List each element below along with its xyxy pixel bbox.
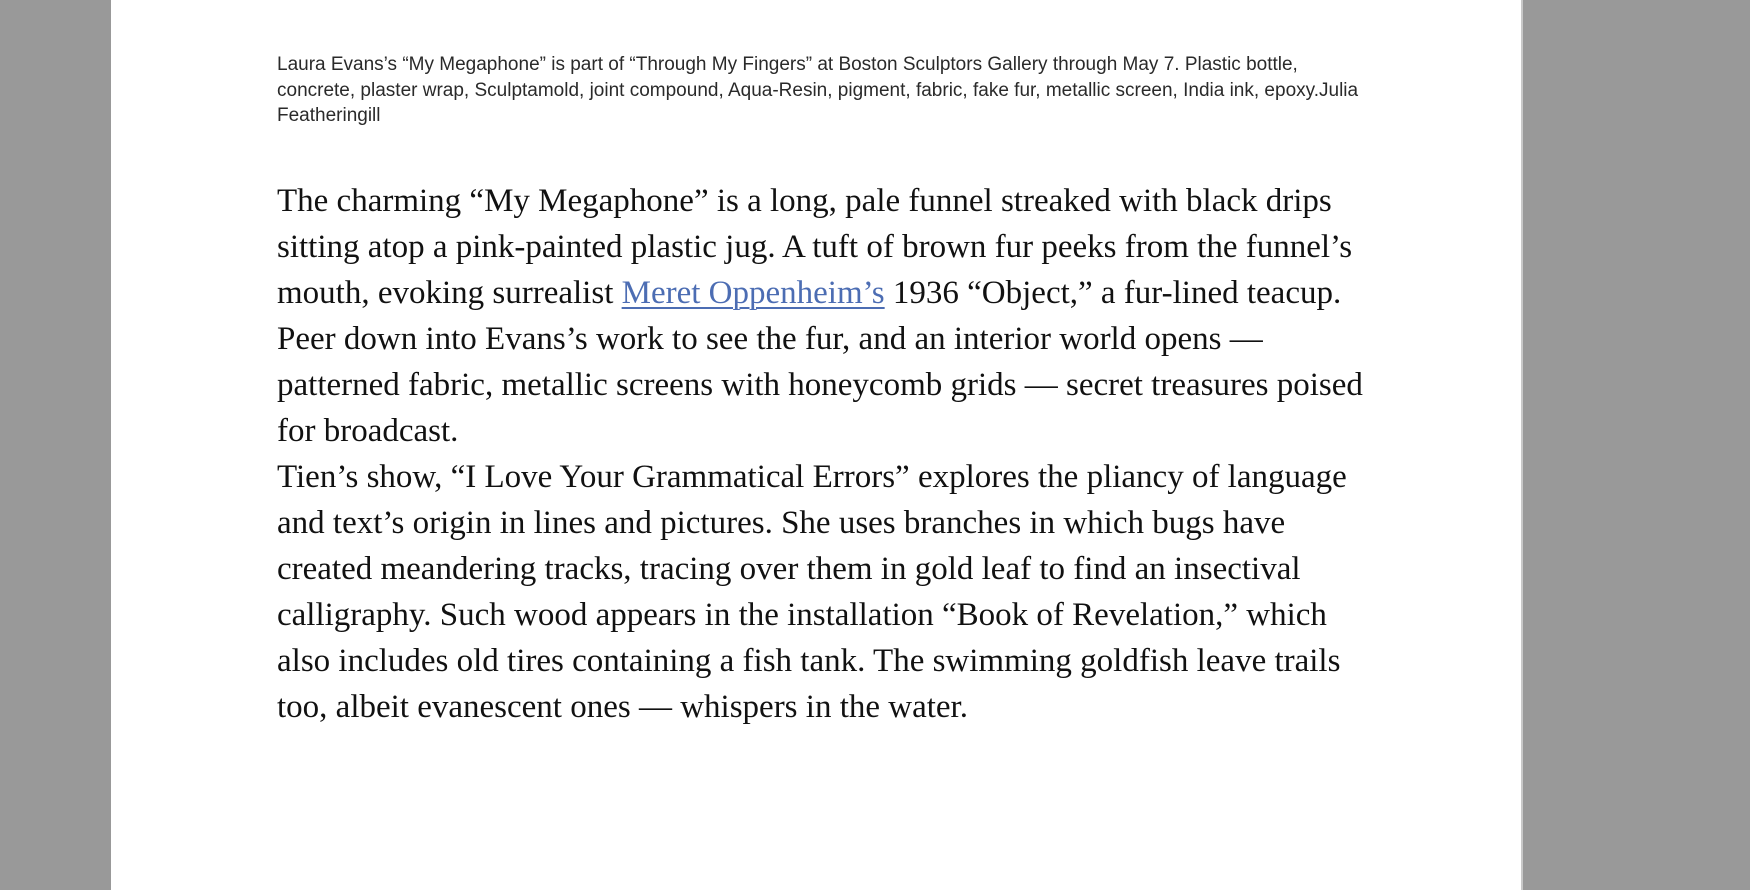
paragraph-1-text-after-link: 1936 “Object,” a fur-lined teacup. Peer down into Evans’s work to see the fur, and an interior world opens — patterned fabric, metallic screens with honeycomb grids — secret treasures poised for broadcast.: [277, 275, 1363, 449]
article-body: [277, 178, 1377, 730]
image-caption: Laura Evans’s “My Megaphone” is part of “Through My Fingers” at Boston Sculptors Gallery through May 7. Plastic bottle, concrete, plaster wrap, Sculptamold, joint compound, Aqua-Resin, pigment, fabric, fake fur, metallic screen, India ink, epoxy.Julia Featheringill: [277, 54, 1359, 126]
article-page: [111, 0, 1523, 890]
meret-oppenheim-link[interactable]: Meret Oppenheim’s: [621, 275, 885, 311]
paragraph-1-text-before-link: The charming “My Megaphone” is a long, pale funnel streaked with black drips sitting atop a pink-painted plastic jug. A tuft of brown fur peeks from the funnel’s mouth, evoking surrealist: [277, 183, 1353, 311]
article-paragraph-2: Tien’s show, “I Love Your Grammatical Errors” explores the pliancy of language and text’s origin in lines and pictures. She uses branches in which bugs have created meandering tracks, tracing over them in gold leaf to find an insectival calligraphy. Such wood appears in the installation “Book of Revelation,” which also includes old tires containing a fish tank. The swimming goldfish leave trails too, albeit evanescent ones — whispers in the water.: [277, 459, 1347, 725]
article-paragraph-1: [277, 178, 1377, 454]
